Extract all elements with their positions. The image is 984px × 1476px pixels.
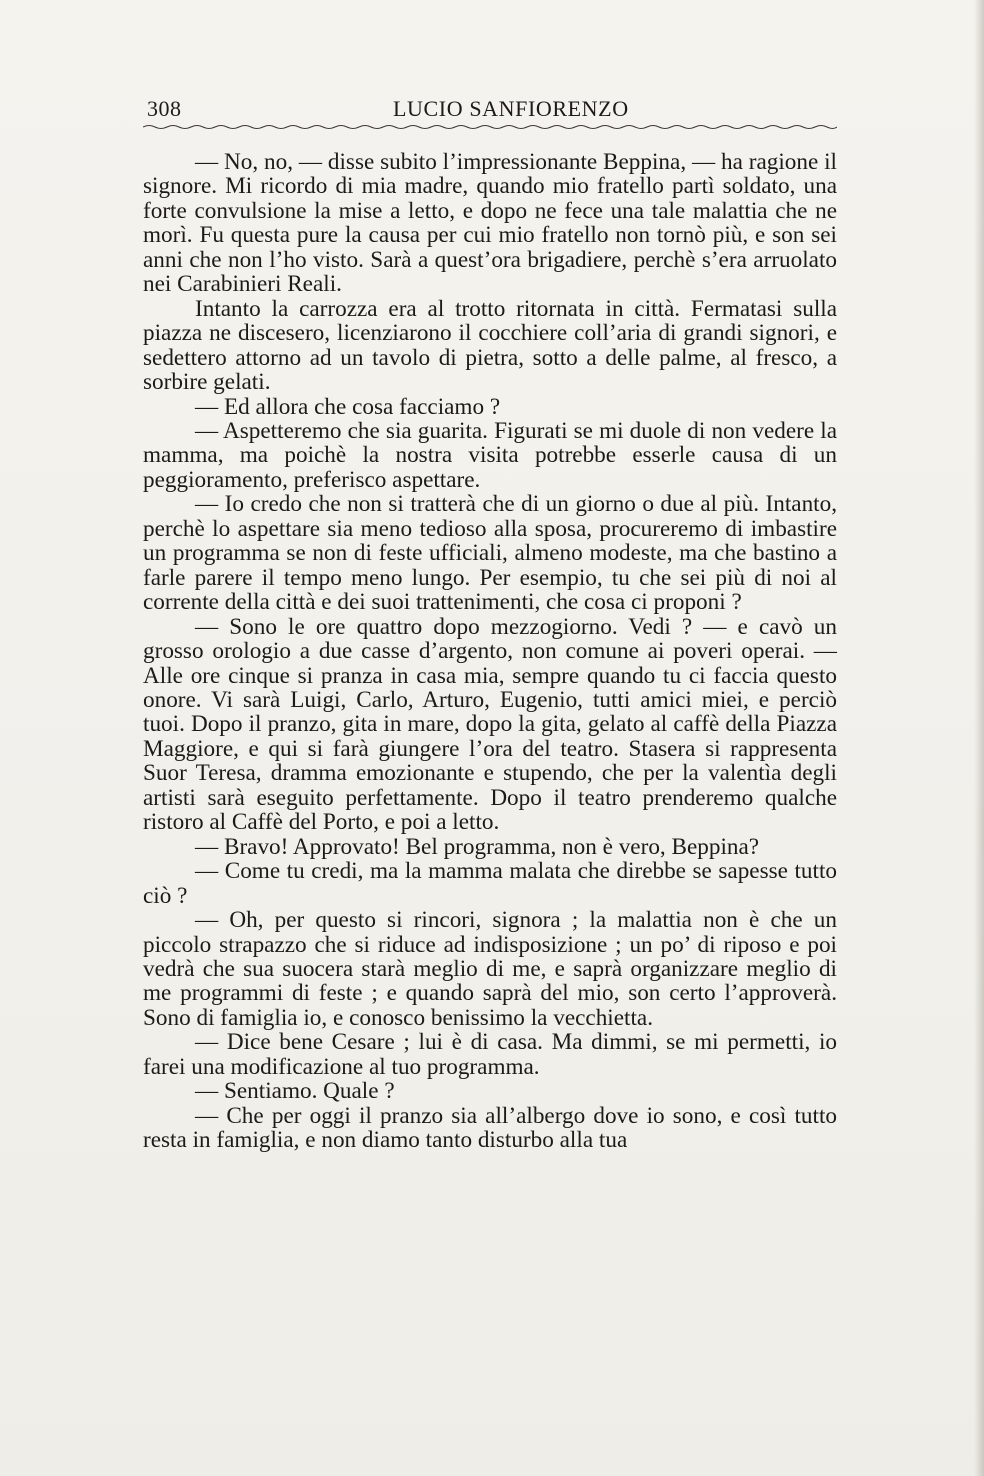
page-header: [143, 96, 837, 130]
paragraph: — Ed allora che cosa facciamo ?: [195, 393, 501, 420]
paragraph: — Aspetteremo che sia guarita. Figurati se mi duole di non vedere la mamma, ma poichè la nostra visita potrebbe esserle causa di un peggioramento, preferisco aspettare.: [143, 417, 837, 493]
paragraph: — Oh, per questo si rincori, signora ; la malattia non è che un piccolo strapazzo che si riduce ad indisposizione ; un po’ di riposo e poi vedrà che sua suocera starà meglio di me, e saprà organizzare meglio di me programmi di feste ; e quando saprà del mio, son certo l’approverà. Sono di famiglia io, e conosco benissimo la vecchietta.: [143, 907, 837, 1031]
paragraph: — No, no, — disse subito l’impressionante Beppina, — ha ragione il signore. Mi ricordo di mia madre, quando mio fratello partì soldato, una forte convulsione la mise a letto, e dopo ne fece una tale malattia che ne morì. Fu questa pure la causa per cui mio fratello non tornò più, e son sei anni che non l’ho visto. Sarà a quest’ora brigadiere, perchè s’era arruolato nei Carabinieri Reali.: [143, 149, 837, 298]
running-title: LUCIO SANFIORENZO: [393, 96, 629, 121]
paragraph: — Sono le ore quattro dopo mezzogiorno. Vedi ? — e cavò un grosso orologio a due casse d’argento, non comune ai poveri operai. — Alle ore cinque si pranza in casa mia, sempre quando tu ci faccia questo onore. Vi sarà Luigi, Carlo, Arturo, Eugenio, tutti amici miei, e perciò tuoi. Dopo il pranzo, gita in mare, dopo la gita, gelato al caffè della Piazza Maggiore, e qui si farà giungere l’ora del teatro. Stasera si rappresenta Suor Teresa, dramma emozionante e stupendo, che per la valentìa degli artisti sarà eseguito perfettamente. Dopo il teatro prenderemo qualche ristoro al Caffè del Porto, e poi a letto.: [143, 613, 837, 836]
paragraph: — Come tu credi, ma la mamma malata che direbbe se sapesse tutto ciò ?: [143, 858, 837, 909]
body-text: [143, 150, 837, 1153]
paragraph: — Dice bene Cesare ; lui è di casa. Ma dimmi, se mi permetti, io farei una modificazione al tuo programma.: [143, 1029, 837, 1080]
header-rule: [143, 124, 837, 130]
paragraph: — Io credo che non si tratterà che di un giorno o due al più. Intanto, perchè lo aspettare sia meno tedioso alla sposa, procureremo di imbastire un programma se non di feste ufficiali, almeno modeste, ma che bastino a farle parere il tempo meno lungo. Per esempio, tu che sei più di noi al corrente della città e dei suoi trattenimenti, che cosa ci proponi ?: [143, 491, 837, 616]
page-number: 308: [147, 96, 182, 121]
paragraph: Intanto la carrozza era al trotto ritornata in città. Fermatasi sulla piazza ne discesero, licenziarono il cocchiere coll’aria di grandi signori, e sedettero attorno ad un tavolo di pietra, sotto a delle palme, al fresco, a sorbire gelati.: [143, 295, 837, 396]
paragraph: — Bravo! Approvato! Bel programma, non è vero, Beppina?: [195, 833, 760, 860]
paragraph: — Sentiamo. Quale ?: [195, 1078, 395, 1105]
paragraph: — Che per oggi il pranzo sia all’albergo dove io sono, e così tutto resta in famiglia, e non diamo tanto disturbo alla tua: [143, 1102, 837, 1154]
page-edge-shadow: [974, 0, 984, 1476]
